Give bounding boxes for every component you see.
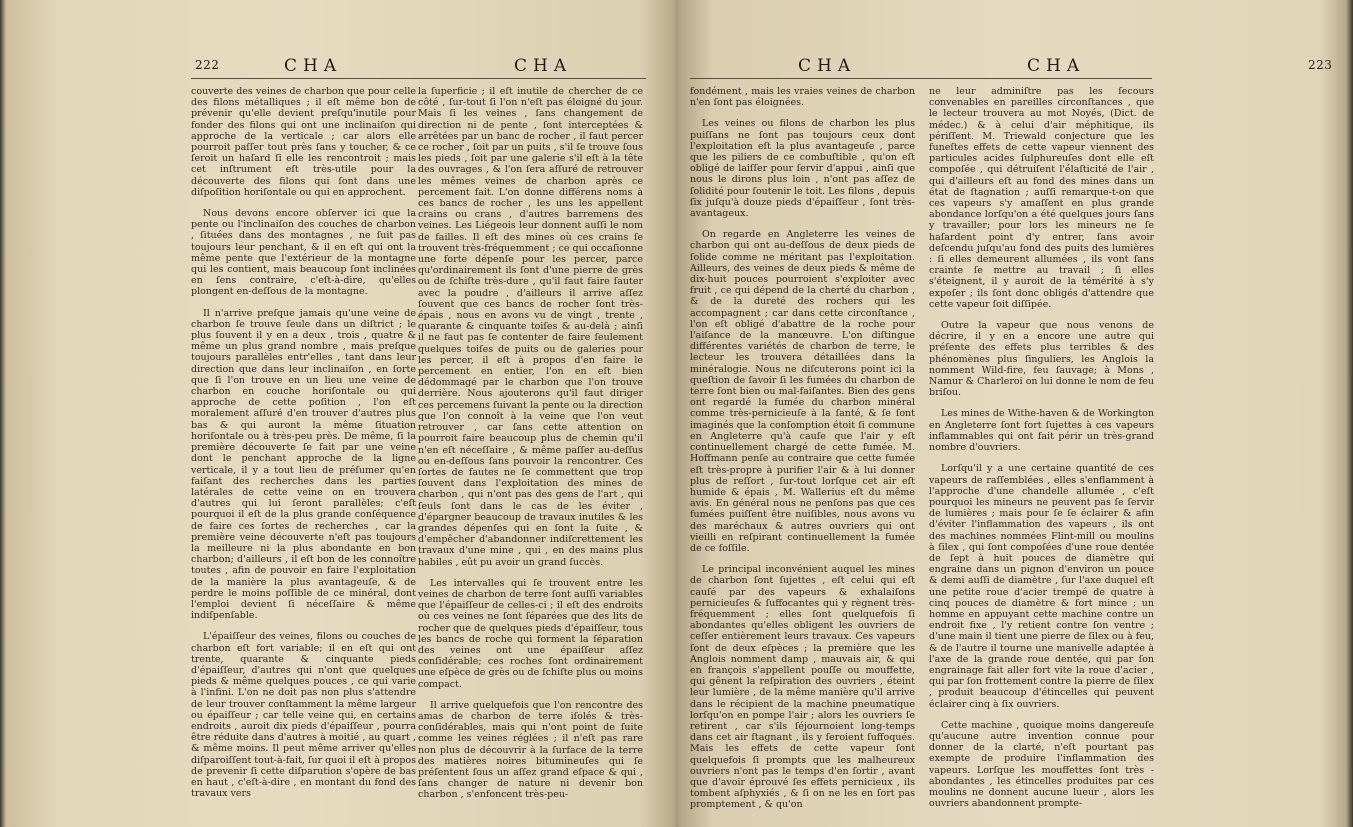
running-head: CHA xyxy=(798,56,857,76)
header-rule xyxy=(191,78,646,79)
paragraph: Cette machine , quoique moins dangereuſe qu'aucune autre invention connue pour donner de la clarté, n'eſt pourtant pas exempte de produire l'inflammation des vapeurs. Lorſque les mouffettes ſont très - abondantes , les étincelles produites par ces moulins ne donnent aucune lueur , alors les ouvriers abandonnent prompte- xyxy=(929,719,1154,810)
paragraph: Outre la vapeur que nous venons de décrire, il y en a encore une autre qui préſente des effets plus terribles & des phénomènes plus ſinguliers, les Anglois la nomment Wild-fire, feu ſauvage; à Mons , Namur & Charleroi on lui donne le nom de feu briſou. xyxy=(929,320,1154,399)
text-column-left xyxy=(191,86,416,809)
page-number: 222 xyxy=(195,58,220,72)
running-head: CHA xyxy=(1027,56,1086,76)
paragraph: Il arrive quelquefois que l'on rencontre des amas de charbon de terre iſolés & très-conſidérables, mais qui n'ont point de ſuite comme les veines réglées ; il n'eſt pas rare non plus de découvrir à la ſurface de la terre des matières noires bitumineuſes qui ſe préſentent ſous un aſſez grand eſpace & qui , ſans changer de nature ni devenir bon charbon , s'enfoncent très-peu- xyxy=(418,699,643,801)
paragraph: fondément , mais les vraies veines de charbon n'en ſont pas éloignées. xyxy=(690,86,915,109)
page-number: 223 xyxy=(1308,58,1333,72)
paragraph: Lorſqu'il y a une certaine quantité de ces vapeurs de raſſemblées , elles s'enflamment à l'approche d'une chandelle allumée , c'eſt pourquoi les mineurs ne peuvent pas ſe ſervir de lumières ; mais pour ſe ſe éclairer & afin d'éviter l'inflammation des vapeurs , ils ont des machines nommées Flint-mill ou moulins à ſilex , qui ſont compoſées d'une roue dentée de ſept à huit pouces de diamètre qui engraine dans un pignon d'environ un pouce & demi auſſi de diamètre , ſur l'axe duquel eſt une petite roue d'acier trempé de quatre à cinq pouces de diamètre & fort mince ; un homme en appuyant cette machine contre un endroit fixe , l'y retient contre ſon ventre ; d'une main il tient une pierre de ſilex ou à feu, & de l'autre il tourne une manivelle adaptée à l'axe de la grande roue dentée, qui par ſon engrainage fait aller fort vite la roue d'acier , qui par ſon frottement contre la pierre de ſilex , produit beaucoup d'étincelles qui peuvent éclairer cinq à ſix ouvriers. xyxy=(929,463,1154,710)
paragraph: ne leur adminiſtre pas les ſecours convenables en pareilles circonſtances , que le lecteur trouvera au mot Noyés, (Dict. de médec.) & à celui d'air méphitique, ils périſſent. M. Triewald conjecture que les funeſtes effets de cette vapeur viennent des particules acides ſulphureuſes dont elle eſt compoſée , qui détruiſent l'élaſticité de l'air , qui d'ailleurs eſt au fond des mines dans un état de ſtagnation ; auſſi remarque-t-on que ces vapeurs s'y amaſſent en plus grande abondance lorſqu'on a été quelques jours ſans y travailler; pour lors les mineurs ne ſe haſardent point d'y entrer, ſans avoir deſcendu juſqu'au fond des puits des lumières : ſi elles demeurent allumées , ils vont ſans crainte ſe mettre au travail ; ſi elles s'éteignent, il y auroit de la témérité à s'y expoſer ; ils ſont donc obligés d'attendre que cette vapeur ſoit diſſipée. xyxy=(929,86,1154,310)
paragraph: Les veines ou filons de charbon les plus puiſſans ne ſont pas toujours ceux dont l'exploitation eſt la plus avantageuſe , parce que les piliers de ce combuſtible , qu'on eſt obligé de laiſſer pour ſervir d'appui , ainſi que nous le dirons plus loin , n'ont pas aſſez de ſolidité pour ſoutenir le toit. Les filons , depuis ſix juſqu'à douze pieds d'épaiſſeur , ſont très-avantageux. xyxy=(690,118,915,220)
paragraph: la ſuperficie ; il eſt inutile de chercher de ce côté , ſur-tout ſi l'on n'eſt pas éloigné du jour. Mais ſi les veines , ſans changement de direction ni de pente , ſont interceptées & arrêtées par un banc de rocher , il faut percer ce rocher , ſoit par un puits , s'il ſe trouve ſous les pieds , ſoit par une galerie s'il eſt à la tête des ouvrages , & l'on ſera aſſuré de retrouver les mêmes veines de charbon après ce percement fait. L'on donne différens noms à ces bancs de rocher , les uns les appellent crains ou crans , d'autres barremens des veines. Les Liégeois leur donnent auſſi le nom de failles. Il eſt des mines où ces crains ſe trouvent très-fréquemment ; ce qui occaſionne une forte dépenſe pour les percer, parce qu'ordinairement ils ſont d'une pierre de grès ou de ſchiſte très-dure , qu'il faut faire ſauter avec la poudre , d'ailleurs il arrive aſſez ſouvent que ces bancs de rocher ſont très-épais , nous en avons vu de vingt , trente , quarante & cinquante toiſes & au-delà ; ainſi il ne faut pas ſe contenter de faire ſeulement quelques toiſes de puits ou de galeries pour les percer, il eſt à propos d'en faire le percement en entier, l'on en eſt bien dédommagé par le charbon que l'on trouve derrière. Nous ajouterons qu'il faut diriger ces percemens ſuivant la pente ou la direction que l'on connoît à la veine que l'on veut retrouver , car ſans cette attention on pourroit faire beaucoup plus de chemin qu'il n'en eſt néceſſaire , & même paſſer au-deſſus ou en-deſſous ſans pouvoir la rencontrer. Ces ſortes de fautes ne ſe commettent que trop ſouvent dans l'exploitation des mines de charbon , qui n'ont pas des gens de l'art , qui ſeuls ſont dans le cas de les éviter , d'épargner beaucoup de travaux inutiles & les grandes dépenſes qui en ſont la ſuite , & d'empêcher d'abandonner indiſcrettement les travaux d'une mine , qui , en des mains plus habiles , eût pu avoir un grand ſuccès. xyxy=(418,86,643,568)
right-page xyxy=(677,0,1353,827)
paragraph: L'épaiſſeur des veines, filons ou couches de charbon eſt fort variable; il en eſt qui ont trente, quarante & cinquante pieds d'épaiſſeur, d'autres qui n'ont que quelques pieds & même quelques pouces , ce qui varie à l'infini. L'on ne doit pas non plus s'attendre de leur trouver conſtamment la même largeur ou épaiſſeur ; car telle veine qui, en certains endroits , auroit dix pieds d'épaiſſeur , pourra être réduite dans d'autres à moitié , au quart , & même moins. Il peut même arriver qu'elles diſparoiſſent tout-à-fait, ſur quoi il eſt à propos de prevenir ſi cette diſparution s'opère de bas en haut , c'eſt-à-dire , en montant du fond des travaux vers xyxy=(191,631,416,800)
paragraph: Il n'arrive preſque jamais qu'une veine de charbon ſe trouve ſeule dans un diſtrict ; le plus ſouvent il y en a deux , trois , quatre & même un plus grand nombre , mais preſque toujours parallèles entr'elles , tant dans leur direction que dans leur inclinaiſon , en ſorte que ſi l'on trouve en un lieu une veine de charbon en couche horiſontale ou qui approche de cette poſition , l'on eſt moralement aſſuré d'en trouver d'autres plus bas & qui auront la même ſituation horiſontale ou à très-peu près. De même, ſi la première découverte ſe fait par une veine dont le penchant approche de la ligne verticale, il y a tout lieu de préſumer qu'en faiſant des recherches dans les parties latérales de cette veine on en trouvera d'autres qui lui ſeront parallèles; c'eſt pourquoi il eſt de la plus grande conſéquence de faire ces ſortes de recherches , car la première veine découverte n'eſt pas toujours la meilleure ni la plus abondante en bon charbon; d'ailleurs , il eſt bon de les connoître toutes , afin de pouvoir en faire l'exploitation de la manière la plus avantageuſe, & de perdre le moins poſſible de ce minéral, dont l'emploi devient ſi néceſſaire & même indiſpenſable. xyxy=(191,307,416,622)
header-rule xyxy=(690,78,1152,79)
running-head: CHA xyxy=(514,56,573,76)
paragraph: couverte des veines de charbon que pour celle des filons métalliques ; il eſt même bon de prévenir qu'elle devient preſqu'inutile pour fonder des filons qui ont une inclinaiſon qui approche de la verticale ; car alors elle pourroit paſſer tout près ſans y toucher, & ce ſeroit un haſard ſi elle les rencontroit ; mais cet inſtrument eſt très-utile pour la découverte des filons qui ſont dans une diſpoſition horiſontale ou qui en approchent. xyxy=(191,86,416,198)
paragraph: Nous devons encore obſerver ici que la pente ou l'inclinaiſon des couches de charbon , ſituées dans des montagnes , ne ſuit pas toujours leur penchant, & il en eſt qui ont la même pente que l'extérieur de la montagne qui les contient, mais beaucoup ſont inclinées en ſens contraire, c'eſt-à-dire, qu'elles plongent en-deſſous de la montagne. xyxy=(191,208,416,298)
paragraph: On regarde en Angleterre les veines de charbon qui ont au-deſſous de deux pieds de ſolide comme ne méritant pas l'exploitation. Ailleurs, des veines de deux pieds & même de dix-huit pouces pourroient s'exploiter avec fruit , ce qui dépend de la cherté du charbon , & de la dureté des rochers qui les accompagnent ; car dans cette circonſtance , l'on eſt obligé d'abattre de la roche pour l'aiſance de la manœuvre. L'on diſtingue différentes variétés de charbon de terre, le lecteur les trouvera détaillées dans la minéralogie. Nous ne diſcuterons point ici la queſtion de ſavoir ſi les fumées du charbon de terre ſont bien ou mal-faiſantes. Bien des gens ont regardé la fumée du charbon minéral comme très-pernicieuſe à la ſanté, & ſe ſont imaginés que la conſomption étoit ſi commune en Angleterre qu'à cauſe que l'air y eſt continuellement chargé de cette fumée. M. Hoffmann penſe au contraire que cette fumée eſt très-propre à purifier l'air & à lui donner plus de reſſort , ſur-tout lorſque cet air eſt humide & épais , M. Wallerius eſt du même avis. En général nous ne penſons pas que ces fumées puiſſent être nuiſibles, nous avons vu des maréchaux & autres ouvriers qui ont vieilli en reſpirant continuellement la fumée de ce foſſile. xyxy=(690,229,915,554)
paragraph: Les mines de Withe-haven & de Workington en Angleterre ſont fort ſujettes à ces vapeurs inflammables qui ont fait périr un très-grand nombre d'ouvriers. xyxy=(929,408,1154,454)
text-column-right xyxy=(418,86,643,811)
paragraph: Les intervalles qui ſe trouvent entre les veines de charbon de terre ſont auſſi variables que l'épaiſſeur de celles-ci ; il eſt des endroits où ces veines ne ſont ſéparées que des lits de rocher que de quelques pieds d'épaiſſeur, tous les bancs de roche qui forment la ſéparation des veines ont une épaiſſeur aſſez conſidérable; ces roches ſont ordinairement une eſpèce de grès ou de ſchiſte plus ou moins compact. xyxy=(418,577,643,690)
paragraph: Le principal inconvénient auquel les mines de charbon ſont ſujettes , eſt celui qui eſt cauſé par des vapeurs & exhalaiſons pernicieuſes & ſuffocantes qui y règnent très-fréquemment ; elles ſont quelquefois ſi abondantes qu'elles obligent les ouvriers de ceſſer entièrement leurs travaux. Ces vapeurs ſont de deux eſpèces ; la première que les Anglois nomment damp , mauvais air, & qui en françois s'appellent pouſſe ou mouffette, qui gênent la reſpiration des ouvriers , éteint leur lumière , de la même manière qu'il arrive dans le récipient de la machine pneumatique lorſqu'on en pompe l'air ; alors les ouvriers ſe retirent , car s'ils ſéjournoient long-temps dans cet air ſtagnant , ils y ſeroient ſuffoqués. Mais les effets de cette vapeur ſont quelquefois ſi prompts que les malheureux ouvriers n'ont pas le temps d'en ſortir , avant que d'avoir éprouvé ſes effets pernicieux , ils tombent aſphyxiés , & ſi on ne les en ſort pas promptement , & qu'on xyxy=(690,564,915,811)
text-column-right xyxy=(929,86,1154,819)
text-column-left xyxy=(690,86,915,821)
running-head: CHA xyxy=(284,56,343,76)
